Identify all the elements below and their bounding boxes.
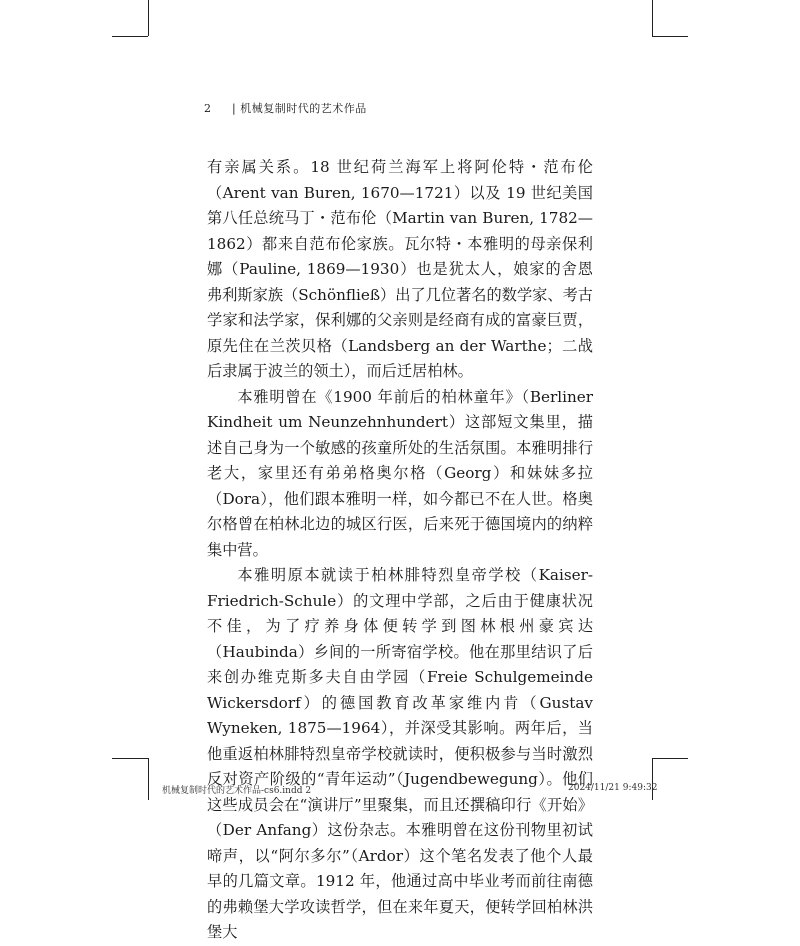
header-separator: | xyxy=(232,102,237,115)
book-title: 机械复制时代的艺术作品 xyxy=(240,102,367,115)
crop-mark-top-right-horizontal xyxy=(652,36,688,37)
crop-mark-bottom-left-horizontal xyxy=(112,758,148,759)
slug-timestamp: 2024/11/21 9:49:32 xyxy=(568,783,658,793)
body-text xyxy=(207,155,593,946)
crop-mark-top-left-vertical xyxy=(148,0,149,36)
paragraph-berlin-childhood: 本雅明曾在《1900 年前后的柏林童年》（Berliner Kindheit um Neunzehnhundert）这部短文集里，描述自己身为一个敏感的孩童所处的生活氛围。本雅明排行老大，家里还有弟弟格奥尔格（Georg）和妹妹多拉（Dora），他们跟本雅明一样，如今都已不在人世。格奥尔格曾在柏林北边的城区行医，后来死于德国境内的纳粹集中营。 xyxy=(207,387,593,559)
crop-mark-bottom-right-horizontal xyxy=(652,758,688,759)
paragraph-continuation: 有亲属关系。18 世纪荷兰海军上将阿伦特・范布伦（Arent van Buren, 1670—1721）以及 19 世纪美国第八任总统马丁・范布伦（Martin van Buren, 1782—1862）都来自范布伦家族。瓦尔特・本雅明的母亲保利娜（Pauline, 1869—1930）也是犹太人，娘家的舍恩弗利斯家族（Schönfließ）出了几位著名的数学家、考古学家和法学家，保利娜的父亲则是经商有成的富豪巨贾，原先住在兰茨贝格（Landsberg an der Warthe；二战后隶属于波兰的领土），而后迁居柏林。 xyxy=(207,158,593,380)
page-number: 2 xyxy=(204,102,212,115)
paragraph-schooling: 本雅明原本就读于柏林腓特烈皇帝学校（Kaiser-Friedrich-Schule）的文理中学部，之后由于健康状况不佳，为了疗养身体便转学到图林根州豪宾达（Haubinda）乡间的一所寄宿学校。他在那里结识了后来创办维克斯多夫自由学园（Freie Schulgemeinde Wickersdorf）的德国教育改革家维内肯（Gustav Wyneken, 1875—1964），并深受其影响。两年后，当他重返柏林腓特烈皇帝学校就读时，便积极参与当时激烈反对资产阶级的“青年运动”（Jugendbewegung）。他们这些成员会在“演讲厅”里聚集，而且还撰稿印行《开始》（Der Anfang）这份杂志。本雅明曾在这份刊物里初试啼声，以“阿尔多尔”（Ardor）这个笔名发表了他个人最早的几篇文章。1912 年，他通过高中毕业考而前往南德的弗赖堡大学攻读哲学，但在来年夏天，便转学回柏林洪堡大 xyxy=(207,566,593,941)
crop-mark-bottom-left-vertical xyxy=(148,758,149,800)
slug-file-name: 机械复制时代的艺术作品-cs6.indd 2 xyxy=(162,786,312,796)
running-header xyxy=(204,100,367,116)
crop-mark-bottom-right-vertical xyxy=(652,758,653,800)
crop-mark-top-left-horizontal xyxy=(112,36,148,37)
crop-mark-top-right-vertical xyxy=(652,0,653,36)
